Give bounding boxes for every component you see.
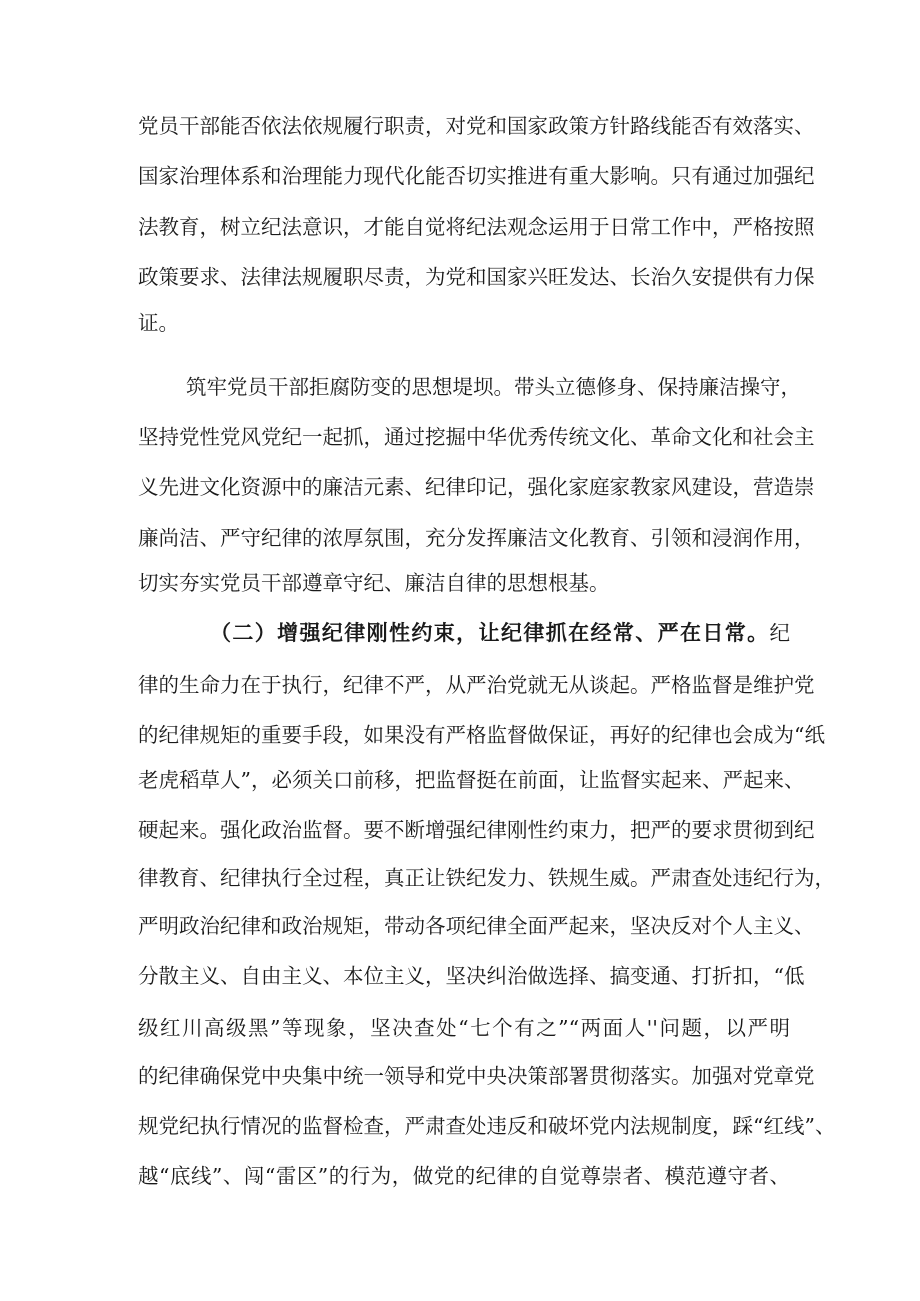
section-heading-tail: 纪 [769, 621, 790, 645]
paragraph-3-line-5: 硬起来。强化政治监督。要不断增强纪律刚性约束力，把严的要求贯彻到纪 [138, 818, 815, 842]
paragraph-3-line-9: 级红川高级黑”等现象，坚决查处“七个有之”“两面人''问题，以严明 [138, 1016, 790, 1040]
paragraph-1-line-4: 政策要求、法律法规履职尽责，为党和国家兴旺发达、长治久安提供有力保 [138, 265, 815, 289]
paragraph-2-line-5: 切实夯实党员干部遵章守纪、廉洁自律的思想根基。 [138, 571, 610, 595]
paragraph-1-line-2: 国家治理体系和治理能力现代化能否切实推进有重大影响。只有通过加强纪 [138, 164, 815, 188]
paragraph-2-line-3: 义先进文化资源中的廉洁元素、纪律印记，强化家庭家教家风建设，营造崇 [138, 475, 815, 499]
paragraph-3-line-4: 老虎稻草人”，必须关口前移，把监督挺在前面，让监督实起来、严起来、 [138, 768, 805, 792]
paragraph-3-line-3: 的纪律规矩的重要手段，如果没有严格监督做保证，再好的纪律也会成为“纸 [138, 723, 825, 747]
paragraph-1-line-5: 证。 [138, 311, 179, 335]
paragraph-3-line-8: 分散主义、自由主义、本位主义，坚决纠治做选择、搞变通、打折扣，“低 [138, 964, 805, 988]
paragraph-1-line-3: 法教育，树立纪法意识，才能自觉将纪法观念运用于日常工作中，严格按照 [138, 215, 815, 239]
paragraph-1-line-1: 党员干部能否依法依规履行职责，对党和国家政策方针路线能否有效落实、 [138, 114, 815, 138]
paragraph-3-line-7: 严明政治纪律和政治规矩，带动各项纪律全面严起来，坚决反对个人主义、 [138, 914, 815, 938]
section-heading: （二）增强纪律刚性约束，让纪律抓在经常、严在日常。 [210, 621, 770, 645]
paragraph-3-line-2: 律的生命力在于执行，纪律不严，从严治党就无从谈起。严格监督是维护党 [138, 673, 815, 697]
paragraph-2-line-1: 筑牢党员干部拒腐防变的思想堤坝。带头立德修身、保持廉洁操守， [186, 375, 801, 399]
paragraph-3-line-1 [210, 615, 790, 651]
paragraph-3-line-11: 规党纪执行情况的监督检查，严肃查处违反和破坏党内法规制度，踩“红线”、 [138, 1114, 836, 1138]
paragraph-3-line-10: 的纪律确保党中央集中统一领导和党中央决策部署贯彻落实。加强对党章党 [138, 1064, 815, 1088]
paragraph-2-line-4: 廉尚洁、严守纪律的浓厚氛围，充分发挥廉洁文化教育、引领和浸润作用， [138, 526, 815, 550]
paragraph-2-line-2: 坚持党性党风党纪一起抓，通过挖掘中华优秀传统文化、革命文化和社会主 [138, 425, 815, 449]
paragraph-3-line-6: 律教育、纪律执行全过程，真正让铁纪发力、铁规生威。严肃查处违纪行为， [138, 866, 835, 890]
paragraph-3-line-12: 越“底线”、闯“雷区”的行为，做党的纪律的自觉尊崇者、模范遵守者、 [138, 1164, 790, 1188]
